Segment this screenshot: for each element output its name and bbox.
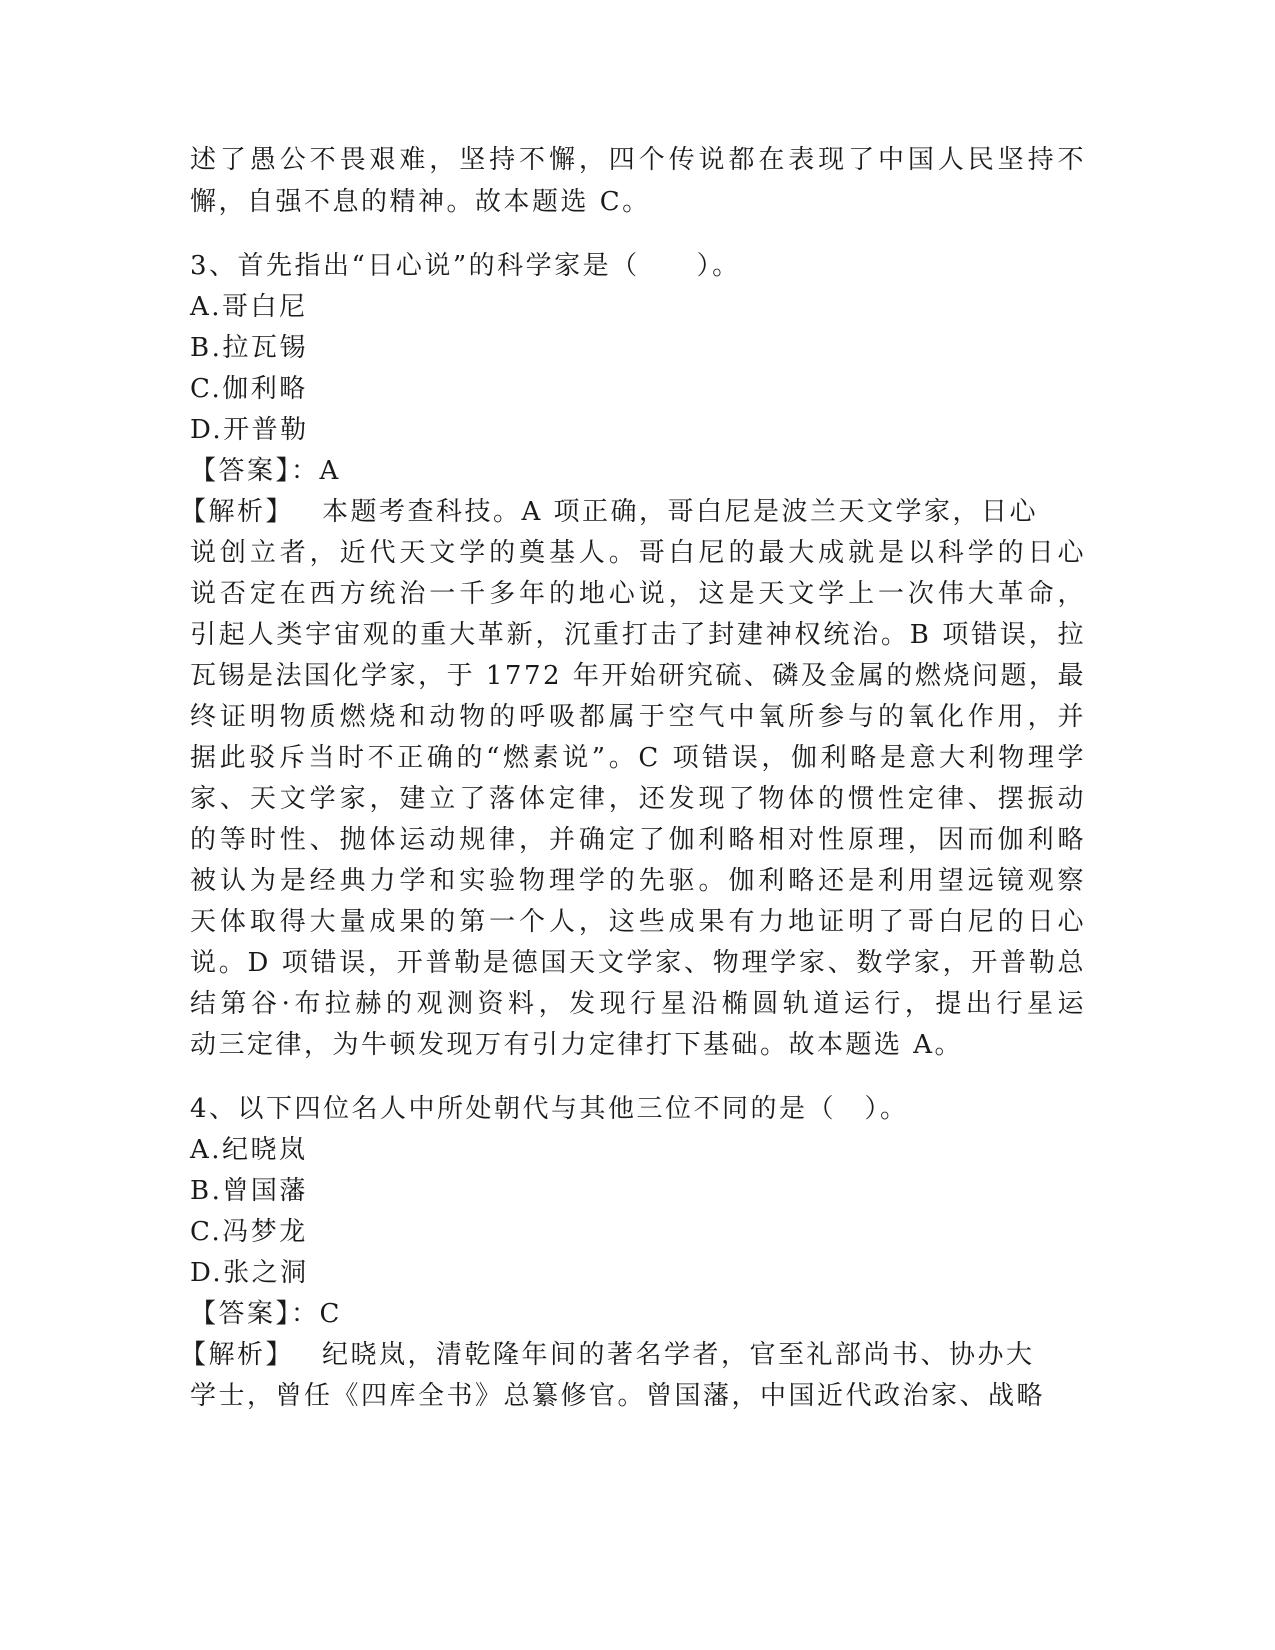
q3-analysis-line: 说否定在西方统治一千多年的地心说，这是天文学上一次伟大革命， [190, 579, 1086, 609]
question-4-stem: 4、以下四位名人中所处朝代与其他三位不同的是（ ）。 [190, 1094, 909, 1124]
q4-option-b: B.曾国藩 [190, 1176, 308, 1206]
q3-analysis-line: 据此驳斥当时不正确的“燃素说”。C 项错误，伽利略是意大利物理学 [190, 743, 1086, 773]
intro-line: 述了愚公不畏艰难，坚持不懈，四个传说都在表现了中国人民坚持不 [190, 145, 1086, 175]
q3-analysis-line: 说创立者，近代天文学的奠基人。哥白尼的最大成就是以科学的日心 [190, 538, 1086, 568]
q3-answer [190, 455, 341, 487]
answer-value: C [319, 1299, 342, 1329]
q3-analysis-line: 被认为是经典力学和实验物理学的先驱。伽利略还是利用望远镜观察 [190, 866, 1086, 896]
q3-analysis-label: 【解析】 [180, 497, 295, 527]
q3-analysis-line: 动三定律，为牛顿发现万有引力定律打下基础。故本题选 A。 [190, 1030, 964, 1060]
question-3-stem: 3、首先指出“日心说”的科学家是（ ）。 [190, 251, 741, 281]
q3-option-b: B.拉瓦锡 [190, 333, 308, 363]
q4-analysis-line: 纪晓岚，清乾隆年间的著名学者，官至礼部尚书、协办大 [322, 1340, 1035, 1370]
q3-analysis-line: 结第谷·布拉赫的观测资料，发现行星沿椭圆轨道运行，提出行星运 [190, 989, 1086, 1019]
intro-line: 懈，自强不息的精神。故本题选 C。 [190, 187, 651, 217]
q3-option-d: D.开普勒 [190, 415, 309, 445]
q3-analysis-line: 的等时性、抛体运动规律，并确定了伽利略相对性原理，因而伽利略 [190, 825, 1086, 855]
q3-analysis-line: 本题考查科技。A 项正确，哥白尼是波兰天文学家，日心 [322, 497, 1039, 527]
q3-analysis-line: 瓦锡是法国化学家，于 1772 年开始研究硫、磷及金属的燃烧问题，最 [190, 661, 1086, 691]
q3-option-c: C.伽利略 [190, 374, 308, 404]
q3-analysis-line: 引起人类宇宙观的重大革新，沉重打击了封建神权统治。B 项错误，拉 [190, 620, 1086, 650]
q3-analysis-line: 天体取得大量成果的第一个人，这些成果有力地证明了哥白尼的日心 [190, 907, 1086, 937]
answer-value: A [319, 456, 341, 486]
q4-analysis-label: 【解析】 [180, 1340, 295, 1370]
q4-option-c: C.冯梦龙 [190, 1217, 308, 1247]
q3-option-a: A.哥白尼 [190, 292, 308, 322]
q4-option-a: A.纪晓岚 [190, 1135, 308, 1165]
q4-option-d: D.张之洞 [190, 1258, 309, 1288]
answer-label: 【答案】： [190, 1299, 320, 1329]
q3-analysis-line: 终证明物质燃烧和动物的呼吸都属于空气中氧所参与的氧化作用，并 [190, 702, 1086, 732]
q3-analysis-line: 说。D 项错误，开普勒是德国天文学家、物理学家、数学家，开普勒总 [190, 948, 1086, 978]
q4-analysis-line: 学士，曾任《四库全书》总纂修官。曾国藩，中国近代政治家、战略 [190, 1381, 1046, 1411]
q3-analysis-line: 家、天文学家，建立了落体定律，还发现了物体的惯性定律、摆振动 [190, 784, 1086, 814]
q4-answer [190, 1298, 342, 1330]
answer-label: 【答案】： [190, 456, 320, 486]
